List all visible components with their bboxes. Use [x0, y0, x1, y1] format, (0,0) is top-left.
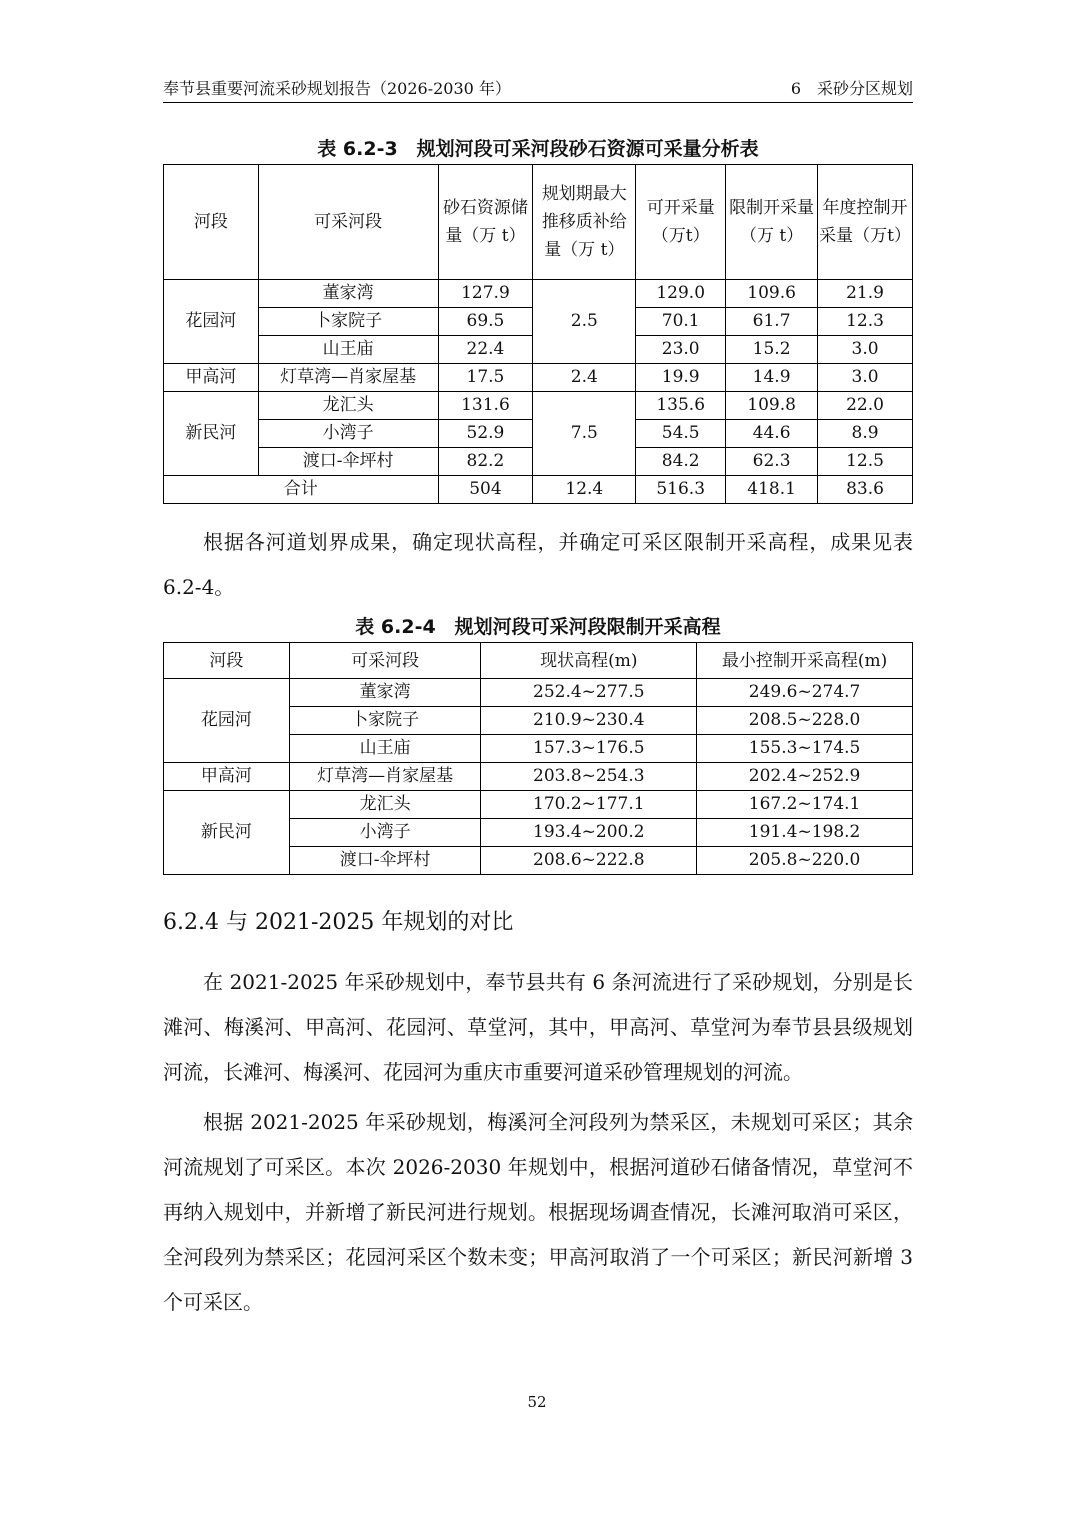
reserve-cell: 22.4: [438, 336, 533, 364]
annual-cell: 3.0: [818, 336, 913, 364]
river-cell: 花园河: [164, 679, 290, 763]
header-chapter: 6 采砂分区规划: [790, 79, 913, 98]
min-elevation-cell: 208.5~228.0: [697, 707, 913, 735]
limited-cell: 15.2: [726, 336, 818, 364]
supply-cell: 2.5: [533, 280, 636, 364]
table-row: [164, 280, 913, 308]
total-reserve: 504: [438, 476, 533, 504]
table-total-row: [164, 476, 913, 504]
river-cell: 甲高河: [164, 763, 290, 791]
annual-cell: 3.0: [818, 364, 913, 392]
paragraph: 根据各河道划界成果，确定现状高程，并确定可采区限制开采高程，成果见表 6.2-4。: [163, 530, 913, 599]
table1-header-cell: 年度控制开采量（万t）: [818, 165, 913, 280]
reserve-cell: 127.9: [438, 280, 533, 308]
minable-cell: 129.0: [636, 280, 726, 308]
table1-header-row: [164, 165, 913, 280]
reserve-cell: 131.6: [438, 392, 533, 420]
supply-cell: 7.5: [533, 392, 636, 476]
current-elevation-cell: 208.6~222.8: [481, 847, 697, 875]
table1-header-cell: 河段: [164, 165, 259, 280]
segment-cell: 卜家院子: [289, 707, 481, 735]
annual-cell: 12.5: [818, 448, 913, 476]
reserve-cell: 17.5: [438, 364, 533, 392]
current-elevation-cell: 170.2~177.1: [481, 791, 697, 819]
table2-header-cell: 河段: [164, 643, 290, 679]
reserve-cell: 52.9: [438, 420, 533, 448]
table-row: [164, 763, 913, 791]
limited-cell: 61.7: [726, 308, 818, 336]
segment-cell: 渡口-伞坪村: [289, 847, 481, 875]
current-elevation-cell: 252.4~277.5: [481, 679, 697, 707]
segment-cell: 卜家院子: [258, 308, 438, 336]
table2-caption: 表 6.2-4 规划河段可采河段限制开采高程: [355, 616, 721, 638]
limited-cell: 44.6: [726, 420, 818, 448]
segment-cell: 小湾子: [289, 819, 481, 847]
paragraph: 在 2021-2025 年采砂规划中，奉节县共有 6 条河流进行了采砂规划，分别是长滩河、梅溪河、甲高河、花园河、草堂河，其中，甲高河、草堂河为奉节县县级规划河流，长滩河、梅溪河、花园河为重庆市重要河道采砂管理规划的河流。: [163, 970, 913, 1084]
river-cell: 新民河: [164, 392, 259, 476]
total-supply: 12.4: [533, 476, 636, 504]
current-elevation-cell: 203.8~254.3: [481, 763, 697, 791]
segment-cell: 董家湾: [258, 280, 438, 308]
table2-header-cell: 可采河段: [289, 643, 481, 679]
river-cell: 甲高河: [164, 364, 259, 392]
total-minable: 516.3: [636, 476, 726, 504]
minable-cell: 54.5: [636, 420, 726, 448]
limited-cell: 14.9: [726, 364, 818, 392]
segment-cell: 灯草湾—肖家屋基: [289, 763, 481, 791]
table2-header-cell: 最小控制开采高程(m): [697, 643, 913, 679]
table-row: [164, 791, 913, 819]
minable-cell: 19.9: [636, 364, 726, 392]
current-elevation-cell: 193.4~200.2: [481, 819, 697, 847]
page-number: 52: [527, 1393, 547, 1411]
reserve-cell: 82.2: [438, 448, 533, 476]
reserve-cell: 69.5: [438, 308, 533, 336]
table-row: [164, 392, 913, 420]
section-number: 6.2.4: [163, 910, 219, 935]
segment-cell: 龙汇头: [289, 791, 481, 819]
minable-cell: 84.2: [636, 448, 726, 476]
annual-cell: 21.9: [818, 280, 913, 308]
segment-cell: 山王庙: [258, 336, 438, 364]
segment-cell: 山王庙: [289, 735, 481, 763]
table2-header-row: [164, 643, 913, 679]
current-elevation-cell: 157.3~176.5: [481, 735, 697, 763]
segment-cell: 灯草湾—肖家屋基: [258, 364, 438, 392]
table1-header-cell: 可采河段: [258, 165, 438, 280]
river-cell: 新民河: [164, 791, 290, 875]
limited-cell: 109.6: [726, 280, 818, 308]
segment-cell: 渡口-伞坪村: [258, 448, 438, 476]
table-row: [164, 679, 913, 707]
table2-header-cell: 现状高程(m): [481, 643, 697, 679]
annual-cell: 8.9: [818, 420, 913, 448]
section-years: 2021-2025: [255, 910, 375, 935]
min-elevation-cell: 202.4~252.9: [697, 763, 913, 791]
minable-cell: 70.1: [636, 308, 726, 336]
limited-cell: 62.3: [726, 448, 818, 476]
page-header: [163, 72, 913, 103]
table1-header-cell: 可开采量（万t）: [636, 165, 726, 280]
table1-caption: 表 6.2-3 规划河段可采河段砂石资源可采量分析表: [317, 138, 759, 160]
table-mining-elevation: [163, 642, 913, 875]
min-elevation-cell: 205.8~220.0: [697, 847, 913, 875]
river-cell: 花园河: [164, 280, 259, 364]
minable-cell: 23.0: [636, 336, 726, 364]
table1-header-cell: 限制开采量（万 t）: [726, 165, 818, 280]
annual-cell: 22.0: [818, 392, 913, 420]
min-elevation-cell: 191.4~198.2: [697, 819, 913, 847]
total-label: 合计: [164, 476, 439, 504]
section-title-part: 年规划的对比: [381, 910, 514, 935]
section-heading: [163, 905, 513, 936]
table-row: [164, 364, 913, 392]
section-title-part: 与: [225, 910, 248, 935]
segment-cell: 董家湾: [289, 679, 481, 707]
table-sand-resource: [163, 164, 913, 504]
header-title: 奉节县重要河流采砂规划报告（2026-2030 年）: [163, 79, 511, 98]
total-annual: 83.6: [818, 476, 913, 504]
limited-cell: 109.8: [726, 392, 818, 420]
table1-header-cell: 砂石资源储量（万 t）: [438, 165, 533, 280]
segment-cell: 小湾子: [258, 420, 438, 448]
supply-cell: 2.4: [533, 364, 636, 392]
paragraph: 根据 2021-2025 年采砂规划，梅溪河全河段列为禁采区，未规划可采区；其余河流规划了可采区。本次 2026-2030 年规划中，根据河道砂石储备情况，草堂河不再纳入规划中，并新增了新民河进行规划。根据现场调查情况，长滩河取消可采区，全河段列为禁采区；花园河采区个数未变；甲高河取消了一个可采区；新民河新增 3 个可采区。: [163, 1110, 913, 1314]
min-elevation-cell: 155.3~174.5: [697, 735, 913, 763]
minable-cell: 135.6: [636, 392, 726, 420]
table1-header-cell: 规划期最大推移质补给量（万 t）: [533, 165, 636, 280]
current-elevation-cell: 210.9~230.4: [481, 707, 697, 735]
total-limited: 418.1: [726, 476, 818, 504]
segment-cell: 龙汇头: [258, 392, 438, 420]
min-elevation-cell: 167.2~174.1: [697, 791, 913, 819]
min-elevation-cell: 249.6~274.7: [697, 679, 913, 707]
annual-cell: 12.3: [818, 308, 913, 336]
